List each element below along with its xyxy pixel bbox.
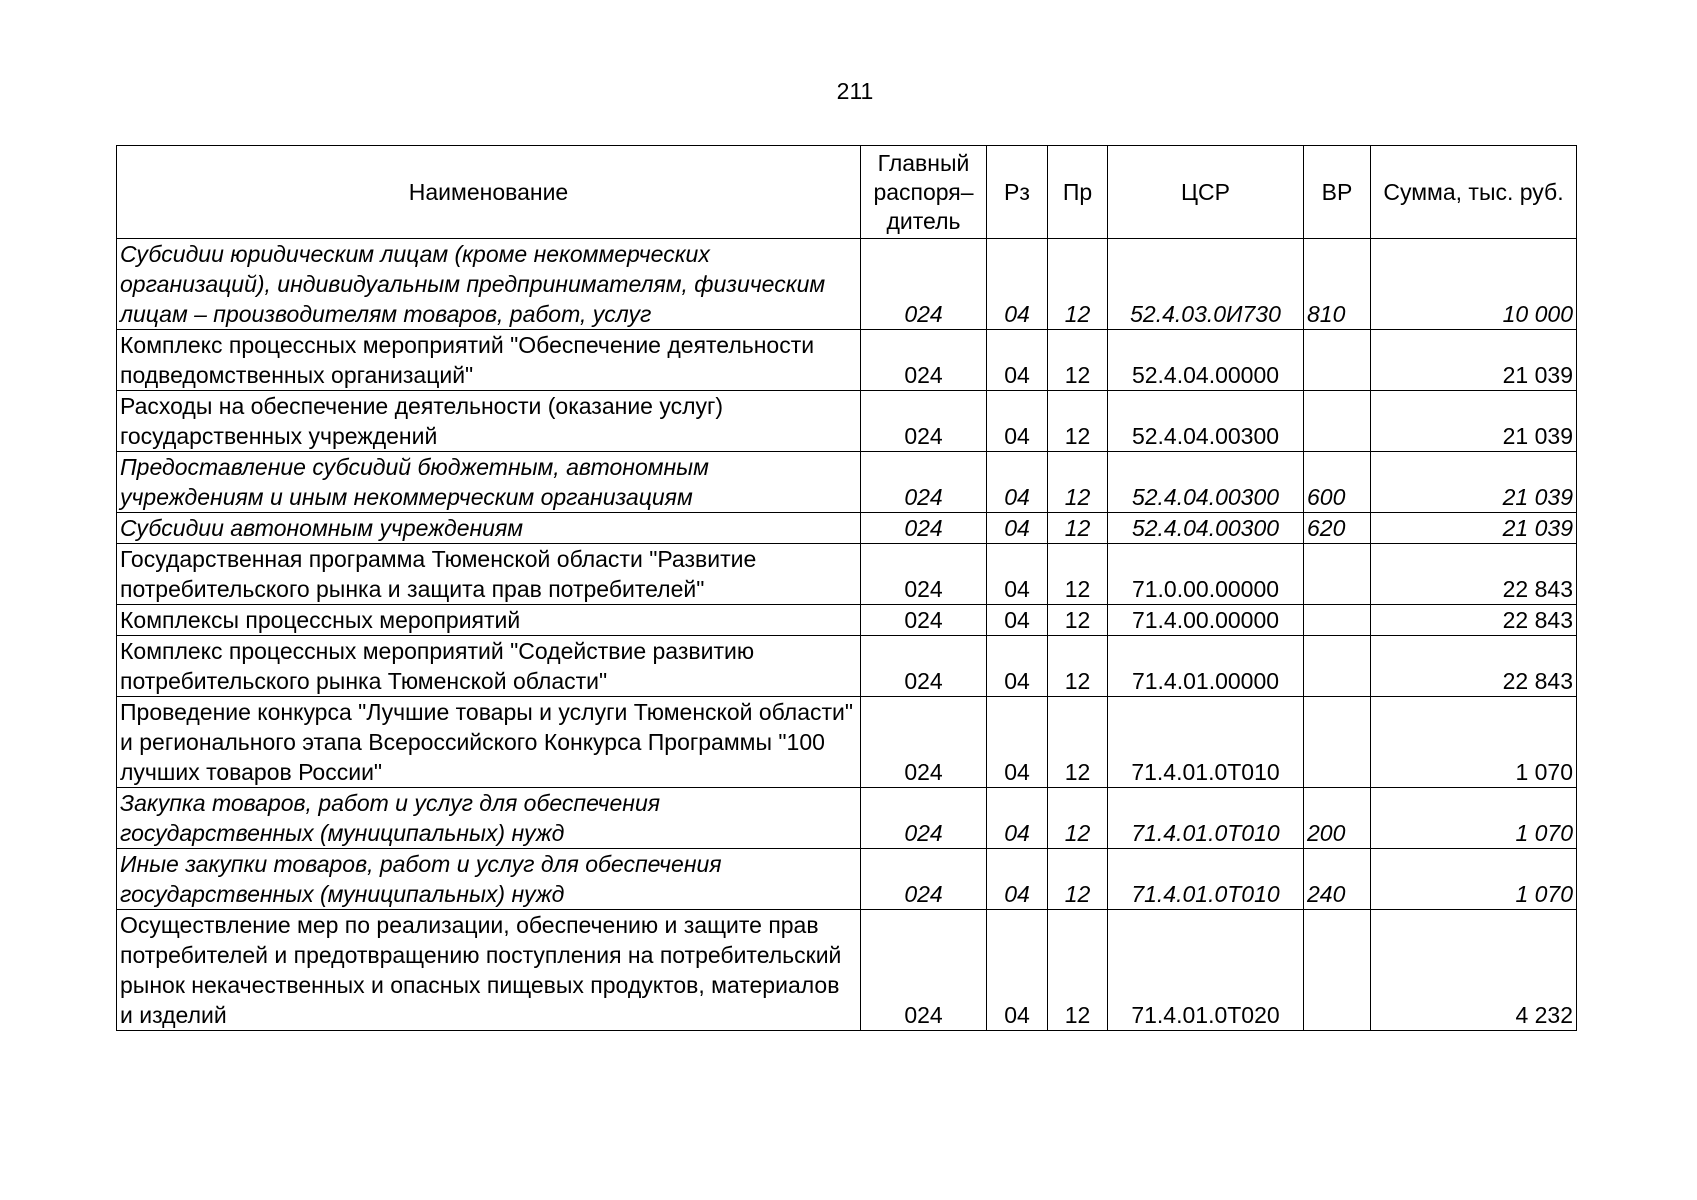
table-row (117, 544, 1577, 605)
cell-csr: 71.4.01.0Т020 (1108, 910, 1304, 1031)
table-row (117, 697, 1577, 788)
table-row (117, 849, 1577, 910)
cell-vr: 620 (1304, 513, 1371, 544)
table-header (117, 146, 1577, 239)
cell-main-manager: 024 (861, 452, 987, 513)
cell-vr: 240 (1304, 849, 1371, 910)
cell-main-manager: 024 (861, 330, 987, 391)
table-row (117, 239, 1577, 330)
cell-sum: 22 843 (1371, 636, 1577, 697)
cell-rz: 04 (987, 697, 1048, 788)
cell-csr: 71.4.01.0Т010 (1108, 788, 1304, 849)
cell-pr: 12 (1048, 239, 1108, 330)
cell-name: Проведение конкурса "Лучшие товары и услуги Тюменской области" и регионального этапа Всероссийского Конкурса Программы "100 лучших товаров России" (117, 697, 861, 788)
cell-pr: 12 (1048, 697, 1108, 788)
cell-main-manager: 024 (861, 910, 987, 1031)
table-row (117, 391, 1577, 452)
cell-main-manager: 024 (861, 544, 987, 605)
cell-name: Закупка товаров, работ и услуг для обеспечения государственных (муниципальных) нужд (117, 788, 861, 849)
header-pr: Пр (1048, 146, 1108, 239)
header-sum: Сумма, тыс. руб. (1371, 146, 1577, 239)
table-row (117, 605, 1577, 636)
cell-sum: 1 070 (1371, 697, 1577, 788)
cell-vr: 200 (1304, 788, 1371, 849)
cell-csr: 71.4.01.00000 (1108, 636, 1304, 697)
cell-vr (1304, 330, 1371, 391)
header-vr: ВР (1304, 146, 1371, 239)
page-number: 211 (836, 78, 874, 104)
cell-csr: 52.4.04.00300 (1108, 513, 1304, 544)
cell-vr: 810 (1304, 239, 1371, 330)
header-name: Наименование (117, 146, 861, 239)
header-csr: ЦСР (1108, 146, 1304, 239)
table-row (117, 330, 1577, 391)
cell-main-manager: 024 (861, 849, 987, 910)
cell-sum: 21 039 (1371, 513, 1577, 544)
cell-csr: 52.4.04.00300 (1108, 391, 1304, 452)
cell-sum: 21 039 (1371, 452, 1577, 513)
cell-rz: 04 (987, 636, 1048, 697)
cell-pr: 12 (1048, 391, 1108, 452)
cell-main-manager: 024 (861, 697, 987, 788)
cell-name: Комплексы процессных мероприятий (117, 605, 861, 636)
cell-rz: 04 (987, 849, 1048, 910)
cell-sum: 21 039 (1371, 330, 1577, 391)
cell-sum: 1 070 (1371, 849, 1577, 910)
cell-main-manager: 024 (861, 391, 987, 452)
cell-csr: 71.4.00.00000 (1108, 605, 1304, 636)
cell-csr: 71.4.01.0Т010 (1108, 697, 1304, 788)
cell-rz: 04 (987, 452, 1048, 513)
cell-sum: 21 039 (1371, 391, 1577, 452)
cell-pr: 12 (1048, 330, 1108, 391)
cell-vr (1304, 391, 1371, 452)
cell-csr: 52.4.03.0И730 (1108, 239, 1304, 330)
cell-vr (1304, 697, 1371, 788)
cell-pr: 12 (1048, 452, 1108, 513)
cell-main-manager: 024 (861, 636, 987, 697)
cell-main-manager: 024 (861, 605, 987, 636)
cell-pr: 12 (1048, 636, 1108, 697)
table-row (117, 513, 1577, 544)
budget-table (116, 145, 1577, 1031)
cell-sum: 1 070 (1371, 788, 1577, 849)
cell-rz: 04 (987, 330, 1048, 391)
cell-name: Осуществление мер по реализации, обеспечению и защите прав потребителей и предотвращению поступления на потребительский рынок некачественных и опасных пищевых продуктов, материалов и изделий (117, 910, 861, 1031)
cell-name: Субсидии юридическим лицам (кроме некоммерческих организаций), индивидуальным предпринимателям, физическим лицам – производителям товаров, работ, услуг (117, 239, 861, 330)
cell-name: Иные закупки товаров, работ и услуг для обеспечения государственных (муниципальных) нужд (117, 849, 861, 910)
table-row (117, 788, 1577, 849)
cell-pr: 12 (1048, 788, 1108, 849)
table-row (117, 636, 1577, 697)
cell-pr: 12 (1048, 849, 1108, 910)
cell-rz: 04 (987, 788, 1048, 849)
header-row (117, 146, 1577, 239)
cell-vr (1304, 605, 1371, 636)
cell-name: Комплекс процессных мероприятий "Содействие развитию потребительского рынка Тюменской области" (117, 636, 861, 697)
cell-csr: 71.4.01.0Т010 (1108, 849, 1304, 910)
cell-csr: 71.0.00.00000 (1108, 544, 1304, 605)
cell-rz: 04 (987, 605, 1048, 636)
cell-main-manager: 024 (861, 788, 987, 849)
cell-vr (1304, 544, 1371, 605)
cell-vr: 600 (1304, 452, 1371, 513)
cell-name: Расходы на обеспечение деятельности (оказание услуг) государственных учреждений (117, 391, 861, 452)
cell-name: Предоставление субсидий бюджетным, автономным учреждениям и иным некоммерческим организациям (117, 452, 861, 513)
cell-main-manager: 024 (861, 513, 987, 544)
cell-main-manager: 024 (861, 239, 987, 330)
cell-name: Субсидии автономным учреждениям (117, 513, 861, 544)
cell-name: Государственная программа Тюменской области "Развитие потребительского рынка и защита прав потребителей" (117, 544, 861, 605)
table-row (117, 452, 1577, 513)
cell-csr: 52.4.04.00300 (1108, 452, 1304, 513)
cell-vr (1304, 910, 1371, 1031)
cell-rz: 04 (987, 391, 1048, 452)
cell-pr: 12 (1048, 605, 1108, 636)
cell-pr: 12 (1048, 910, 1108, 1031)
cell-rz: 04 (987, 910, 1048, 1031)
cell-rz: 04 (987, 513, 1048, 544)
cell-pr: 12 (1048, 513, 1108, 544)
header-main-manager: Главный распоря–дитель (861, 146, 987, 239)
cell-sum: 10 000 (1371, 239, 1577, 330)
table-row (117, 910, 1577, 1031)
cell-pr: 12 (1048, 544, 1108, 605)
cell-csr: 52.4.04.00000 (1108, 330, 1304, 391)
cell-sum: 4 232 (1371, 910, 1577, 1031)
header-rz: Рз (987, 146, 1048, 239)
table-body (117, 239, 1577, 1031)
cell-sum: 22 843 (1371, 605, 1577, 636)
cell-rz: 04 (987, 544, 1048, 605)
cell-name: Комплекс процессных мероприятий "Обеспечение деятельности подведомственных организаций" (117, 330, 861, 391)
cell-sum: 22 843 (1371, 544, 1577, 605)
cell-vr (1304, 636, 1371, 697)
cell-rz: 04 (987, 239, 1048, 330)
